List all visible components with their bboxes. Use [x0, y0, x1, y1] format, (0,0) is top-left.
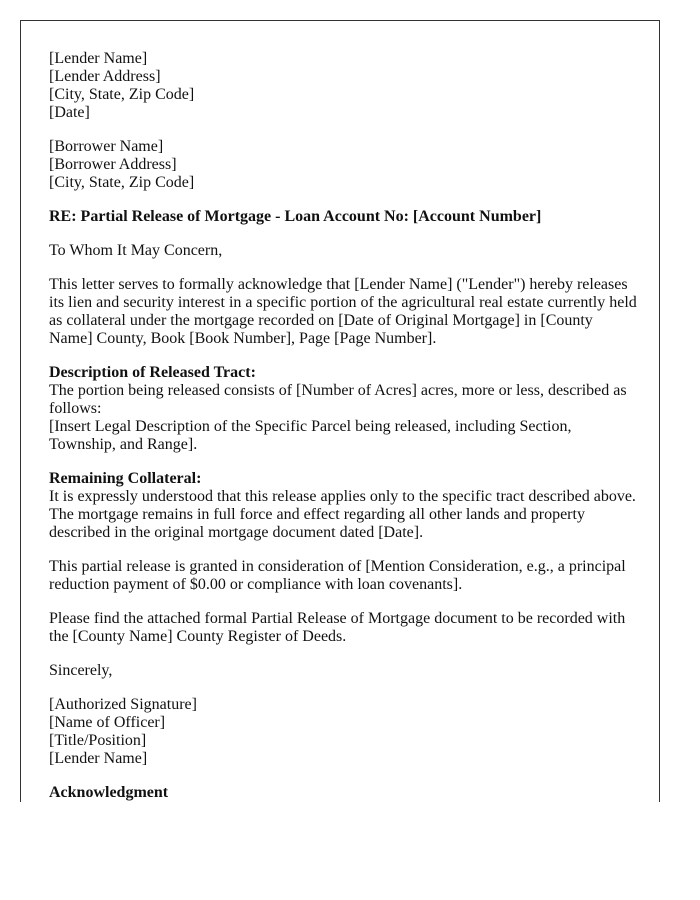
signature-lender-name: [Lender Name] — [49, 750, 148, 767]
letter-content — [49, 50, 639, 802]
letter-page — [20, 20, 660, 802]
sender-block — [49, 50, 639, 122]
remaining-collateral-text: It is expressly understood that this release applies only to the specific tract described above. The mortgage remains in full force and effect regarding all other lands and property described in the original mortgage document dated [Date]. — [49, 488, 636, 541]
sender-city-state-zip: [City, State, Zip Code] — [49, 86, 195, 103]
consideration-paragraph: This partial release is granted in consideration of [Mention Consideration, e.g., a principal reduction payment of $0.00 or compliance with loan covenants]. — [49, 558, 626, 593]
sender-address: [Lender Address] — [49, 68, 161, 85]
attachment-paragraph: Please find the attached formal Partial Release of Mortgage document to be recorded with the [County Name] County Register of Deeds. — [49, 610, 626, 645]
legal-description: [Insert Legal Description of the Specific Parcel being released, including Section, Township, and Range]. — [49, 418, 572, 453]
recipient-address: [Borrower Address] — [49, 156, 177, 173]
subject-line: RE: Partial Release of Mortgage - Loan Account No: [Account Number] — [49, 208, 542, 225]
salutation: To Whom It May Concern, — [49, 242, 223, 259]
remaining-collateral-heading: Remaining Collateral: — [49, 470, 202, 487]
acknowledgment-heading: Acknowledgment — [49, 784, 169, 801]
intro-paragraph: This letter serves to formally acknowledge that [Lender Name] ("Lender") hereby releases its lien and security interest in a specific portion of the agricultural real estate currently held as collateral under the mortgage recorded on [Date of Original Mortgage] in [County Name] County, Book [Book Number], Page [Page Number]. — [49, 276, 637, 347]
signature-block — [49, 696, 639, 768]
officer-name: [Name of Officer] — [49, 714, 166, 731]
released-tract-section — [49, 364, 639, 454]
closing: Sincerely, — [49, 662, 113, 679]
released-tract-text: The portion being released consists of [Number of Acres] acres, more or less, described as follows: — [49, 382, 627, 417]
officer-title: [Title/Position] — [49, 732, 147, 749]
recipient-name: [Borrower Name] — [49, 138, 164, 155]
released-tract-heading: Description of Released Tract: — [49, 364, 256, 381]
recipient-city-state-zip: [City, State, Zip Code] — [49, 174, 195, 191]
letter-date: [Date] — [49, 104, 90, 121]
sender-name: [Lender Name] — [49, 50, 148, 67]
recipient-block — [49, 138, 639, 192]
remaining-collateral-section — [49, 470, 639, 542]
authorized-signature: [Authorized Signature] — [49, 696, 197, 713]
